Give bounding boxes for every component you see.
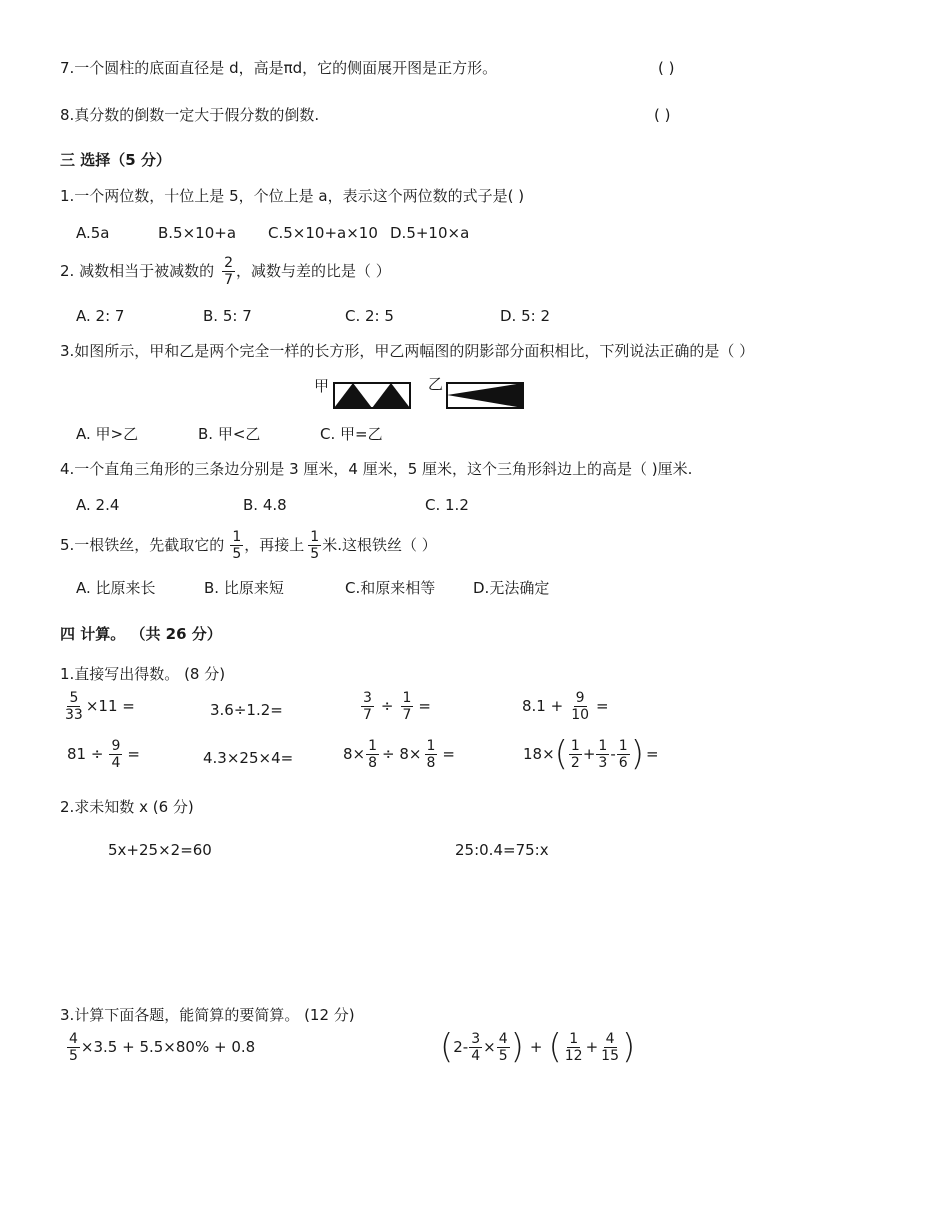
numerator: 1 <box>618 737 628 754</box>
fraction <box>308 530 321 561</box>
fraction <box>469 1032 482 1063</box>
fraction <box>599 1032 621 1063</box>
oral-expression-4 <box>522 691 609 722</box>
denominator: 4 <box>471 1047 481 1064</box>
operator: - <box>610 744 616 763</box>
oral-expression-3 <box>360 691 431 722</box>
label-yi: 乙 <box>428 375 444 393</box>
option-b[interactable]: B.5×10+a <box>158 224 237 242</box>
denominator: 8 <box>426 755 436 771</box>
expression-text: ×3.5 + 5.5×80% + 0.8 <box>80 1038 256 1056</box>
denominator: 5 <box>310 546 320 562</box>
simplify-problem-2 <box>440 1027 636 1067</box>
fraction <box>617 739 630 770</box>
denominator: 7 <box>224 272 234 288</box>
numerator: 1 <box>232 529 242 545</box>
numerator: 3 <box>471 1030 481 1047</box>
judge-q7: 7.一个圆柱的底面直径是 d，高是πd，它的侧面展开图是正方形。 <box>60 59 498 77</box>
part3-title: 3.计算下面各题，能简算的要简算。 (12 分) <box>60 1006 355 1024</box>
option-c[interactable]: C.5×10+a×10 <box>268 224 378 242</box>
label-jia: 甲 <box>314 377 330 395</box>
numerator: 4 <box>498 1030 508 1047</box>
denominator: 15 <box>601 1047 619 1064</box>
equals-sign: = <box>127 745 140 763</box>
expression-text: ×11 = <box>85 697 135 715</box>
fraction <box>109 739 122 770</box>
denominator: 5 <box>232 546 242 562</box>
fraction <box>569 739 582 770</box>
oral-expression-2: 3.6÷1.2= <box>210 701 283 719</box>
fraction <box>63 691 85 722</box>
oral-expression-6: 4.3×25×4= <box>203 749 294 767</box>
right-paren: ) <box>630 734 644 774</box>
numerator: 1 <box>569 1030 579 1047</box>
question-text: ，再接上 <box>244 536 305 554</box>
oral-expression-5 <box>67 739 140 770</box>
simplify-problem-1 <box>66 1032 255 1063</box>
operator: + <box>529 1037 543 1056</box>
option-b[interactable]: B. 4.8 <box>243 496 287 514</box>
expression-text: ÷ 8× <box>382 745 422 763</box>
numerator: 9 <box>575 690 585 706</box>
oral-expression-1 <box>62 691 135 722</box>
denominator: 33 <box>65 707 83 723</box>
denominator: 4 <box>111 755 121 771</box>
judge-q8: 8.真分数的倒数一定大于假分数的倒数. <box>60 106 320 124</box>
equation-2: 25:0.4=75:x <box>455 841 549 859</box>
denominator: 6 <box>618 754 628 771</box>
option-b[interactable]: B. 比原来短 <box>204 579 284 597</box>
oral-expression-7 <box>343 739 455 770</box>
numerator: 1 <box>598 737 608 754</box>
operator: + <box>585 1037 599 1056</box>
choice-q1: 1.一个两位数，十位上是 5，个位上是 a，表示这个两位数的式子是( ) <box>60 187 525 205</box>
answer-blank[interactable]: ( ) <box>658 59 675 77</box>
option-d[interactable]: D. 5: 2 <box>500 307 550 325</box>
fraction <box>67 1032 80 1063</box>
denominator: 7 <box>402 707 412 723</box>
denominator: 7 <box>363 707 372 723</box>
numerator: 4 <box>605 1030 615 1047</box>
fraction <box>230 530 243 561</box>
fraction <box>366 739 379 770</box>
expression-text: 18× <box>523 744 555 763</box>
numerator: 2 <box>224 255 234 271</box>
numerator: 3 <box>363 690 372 706</box>
operator: ÷ <box>380 697 394 715</box>
denominator: 10 <box>571 707 590 723</box>
fraction <box>222 256 235 287</box>
oral-expression-8 <box>523 734 659 774</box>
left-paren: ( <box>440 1027 454 1067</box>
expression-text: 8× <box>343 745 366 763</box>
choice-q3: 3.如图所示，甲和乙是两个完全一样的长方形，甲乙两幅图的阴影部分面积相比，下列说法正确的是（ ） <box>60 342 755 360</box>
fraction <box>596 739 609 770</box>
numerator: 1 <box>426 738 436 754</box>
option-b[interactable]: B. 5: 7 <box>203 307 252 325</box>
fraction <box>497 1032 510 1063</box>
choice-q5 <box>60 530 437 561</box>
answer-blank[interactable]: ( ) <box>654 106 671 124</box>
choice-q4: 4.一个直角三角形的三条边分别是 3 厘米，4 厘米，5 厘米，这个三角形斜边上的高是（ )厘米. <box>60 460 693 478</box>
fraction <box>401 691 414 722</box>
question-text: 5.一根铁丝，先截取它的 <box>60 536 225 554</box>
option-c[interactable]: C.和原来相等 <box>345 579 436 597</box>
fraction <box>569 691 591 722</box>
fraction <box>361 691 374 722</box>
option-c[interactable]: C. 甲=乙 <box>320 425 383 443</box>
denominator: 5 <box>69 1048 78 1064</box>
option-a[interactable]: A. 甲>乙 <box>76 425 139 443</box>
expression-text: 2- <box>453 1037 469 1056</box>
numerator: 1 <box>402 690 412 706</box>
denominator: 2 <box>570 754 580 771</box>
option-c[interactable]: C. 1.2 <box>425 496 469 514</box>
question-text: 米.这根铁丝（ ） <box>322 536 437 554</box>
option-a[interactable]: A. 比原来长 <box>76 579 156 597</box>
question-text: 2. 减数相当于被减数的 <box>60 262 215 280</box>
right-paren: ) <box>510 1027 524 1067</box>
equals-sign: = <box>596 697 609 715</box>
part2-title: 2.求未知数 x (6 分) <box>60 798 194 816</box>
numerator: 1 <box>570 737 580 754</box>
equation-1: 5x+25×2=60 <box>108 841 212 859</box>
numerator: 4 <box>69 1031 78 1047</box>
numerator: 5 <box>69 690 79 706</box>
numerator: 1 <box>368 738 378 754</box>
expression-text: 8.1 + <box>522 697 564 715</box>
question-text: ，减数与差的比是（ ） <box>236 262 391 280</box>
part1-title: 1.直接写出得数。 (8 分) <box>60 665 226 683</box>
option-a[interactable]: A. 2.4 <box>76 496 120 514</box>
denominator: 5 <box>498 1047 508 1064</box>
option-a[interactable]: A.5a <box>76 224 110 242</box>
option-d[interactable]: D.5+10×a <box>390 224 470 242</box>
option-d[interactable]: D.无法确定 <box>473 579 550 597</box>
section-heading-choice: 三 选择（5 分） <box>60 151 171 169</box>
equals-sign: = <box>645 744 659 763</box>
operator: + <box>582 744 596 763</box>
equals-sign: = <box>442 745 455 763</box>
expression-text: 81 ÷ <box>67 745 104 763</box>
fraction <box>425 739 438 770</box>
choice-q2 <box>60 256 391 287</box>
denominator: 3 <box>598 754 608 771</box>
figure-yi <box>446 382 524 409</box>
right-paren: ) <box>622 1027 636 1067</box>
left-paren: ( <box>554 734 568 774</box>
operator: × <box>483 1037 496 1056</box>
numerator: 9 <box>111 738 121 754</box>
equals-sign: = <box>418 697 431 715</box>
option-c[interactable]: C. 2: 5 <box>345 307 394 325</box>
fraction <box>563 1032 585 1063</box>
denominator: 8 <box>368 755 378 771</box>
section-heading-calc: 四 计算。 （共 26 分） <box>60 625 222 643</box>
numerator: 1 <box>310 529 320 545</box>
left-paren: ( <box>548 1027 562 1067</box>
option-b[interactable]: B. 甲<乙 <box>198 425 261 443</box>
figure-jia <box>333 382 411 409</box>
option-a[interactable]: A. 2: 7 <box>76 307 125 325</box>
denominator: 12 <box>564 1047 583 1064</box>
